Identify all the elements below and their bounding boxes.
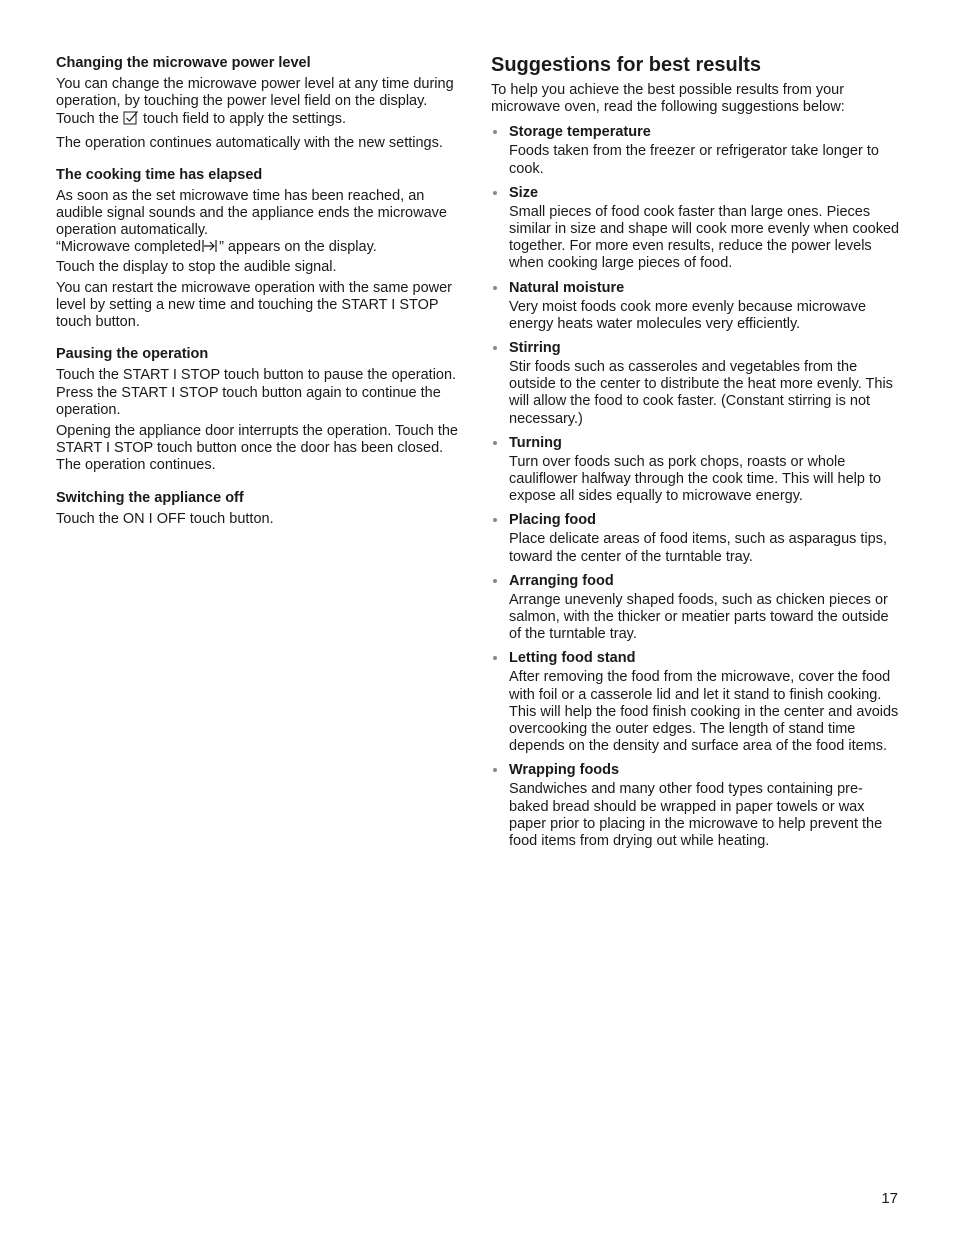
list-item — [491, 511, 901, 565]
tip-title: Arranging food — [509, 572, 614, 589]
time-elapsed-restart: You can restart the microwave operation with the same power level by setting a new time and touching the START I STOP touch button. — [56, 279, 453, 331]
tip-title: Size — [509, 184, 539, 201]
power-level-heading: Changing the microwave power level — [56, 55, 311, 71]
list-item — [491, 572, 901, 644]
bullet-icon — [493, 579, 497, 583]
list-item — [491, 434, 901, 506]
checkbox-check-icon — [123, 110, 139, 130]
tip-title: Letting food stand — [509, 650, 636, 667]
bullet-icon — [493, 346, 497, 350]
tip-text: After removing the food from the microwave, cover the food with foil or a casserole lid and let it stand to finish cooking. This will help the food finish cooking in the center and avoids overcooking the outer edges. The length of stand time depends on the density and surface area of the food items. — [509, 669, 899, 755]
tip-text: Very moist foods cook more evenly because microwave energy heats water molecules very efficiently. — [509, 298, 867, 332]
list-item — [491, 761, 901, 850]
tip-text: Sandwiches and many other food types containing pre-baked bread should be wrapped in paper towels or wax paper prior to placing in the microwave to help prevent the food items from drying out while heating. — [509, 781, 883, 850]
pausing-text-1: Touch the START I STOP touch button to pause the operation. Press the START I STOP touch button again to continue the operation. — [56, 367, 457, 418]
list-item — [491, 339, 901, 428]
end-arrow-icon — [201, 239, 219, 258]
tip-title: Stirring — [509, 340, 561, 357]
section-switch-off — [56, 489, 466, 528]
pausing-heading: Pausing the operation — [56, 346, 209, 363]
section-pausing — [56, 345, 466, 474]
time-elapsed-stop-signal: Touch the display to stop the audible signal. — [56, 258, 337, 275]
suggestions-intro: To help you achieve the best possible results from your microwave oven, read the following suggestions below: — [491, 82, 845, 116]
time-elapsed-heading: The cooking time has elapsed — [56, 166, 263, 183]
right-column — [491, 52, 901, 856]
tip-text: Turn over foods such as pork chops, roasts or whole cauliflower halfway through the cook time. This will help to expose all sides equally to microwave energy. — [509, 453, 882, 505]
switch-off-text: Touch the ON I OFF touch button. — [56, 510, 274, 527]
suggestions-heading: Suggestions for best results — [491, 54, 762, 76]
tip-text: Arrange unevenly shaped foods, such as chicken pieces or salmon, with the thicker or meatier parts toward the outside of the turntable tray. — [509, 591, 889, 643]
time-elapsed-text — [56, 188, 466, 259]
tip-text: Place delicate areas of food items, such as asparagus tips, toward the center of the turntable tray. — [509, 531, 888, 565]
suggestions-list — [491, 123, 901, 850]
bullet-icon — [493, 768, 497, 772]
bullet-icon — [493, 656, 497, 660]
tip-text: Small pieces of food cook faster than large ones. Pieces similar in size and shape will cook more evenly when cooked together. For more even results, reduce the power levels when cooking large pieces of food. — [509, 203, 900, 272]
tip-title: Natural moisture — [509, 279, 625, 296]
list-item — [491, 123, 901, 177]
time-elapsed-msg-pre: “Microwave completed — [56, 239, 202, 256]
power-level-text-b: touch field to apply the settings. — [142, 111, 347, 128]
bullet-icon — [493, 286, 497, 290]
tip-text: Stir foods such as casseroles and vegetables from the outside to the center to distribute the heat more evenly. This will allow the food to cook faster. (Constant stirring is not necessary.) — [509, 359, 893, 427]
time-elapsed-msg-post: ” appears on the display. — [219, 239, 377, 256]
list-item — [491, 649, 901, 755]
power-level-text-a: You can change the microwave power level at any time during operation, by touching the power level field on the display. Touch the — [56, 76, 454, 128]
list-item — [491, 184, 901, 273]
tip-text: Foods taken from the freezer or refrigerator take longer to cook. — [509, 143, 879, 177]
bullet-icon — [493, 441, 497, 445]
left-column — [56, 54, 466, 542]
page-number: 17 — [881, 1190, 898, 1207]
power-level-continue: The operation continues automatically with the new settings. — [56, 134, 443, 151]
pausing-text-2: Opening the appliance door interrupts the operation. Touch the START I STOP touch button once the door has been closed. The operation continues. — [56, 423, 458, 474]
time-elapsed-text-a: As soon as the set microwave time has been reached, an audible signal sounds and the appliance ends the microwave operation automatically. — [56, 187, 447, 239]
bullet-icon — [493, 191, 497, 195]
tip-title: Storage temperature — [509, 124, 651, 141]
section-time-elapsed — [56, 166, 466, 332]
tip-title: Placing food — [509, 512, 596, 529]
section-power-level — [56, 54, 466, 152]
switch-off-heading: Switching the appliance off — [56, 489, 244, 506]
list-item — [491, 279, 901, 333]
bullet-icon — [493, 518, 497, 522]
power-level-text — [56, 76, 466, 131]
tip-title: Wrapping foods — [509, 762, 620, 779]
bullet-icon — [493, 130, 497, 134]
tip-title: Turning — [509, 434, 562, 451]
